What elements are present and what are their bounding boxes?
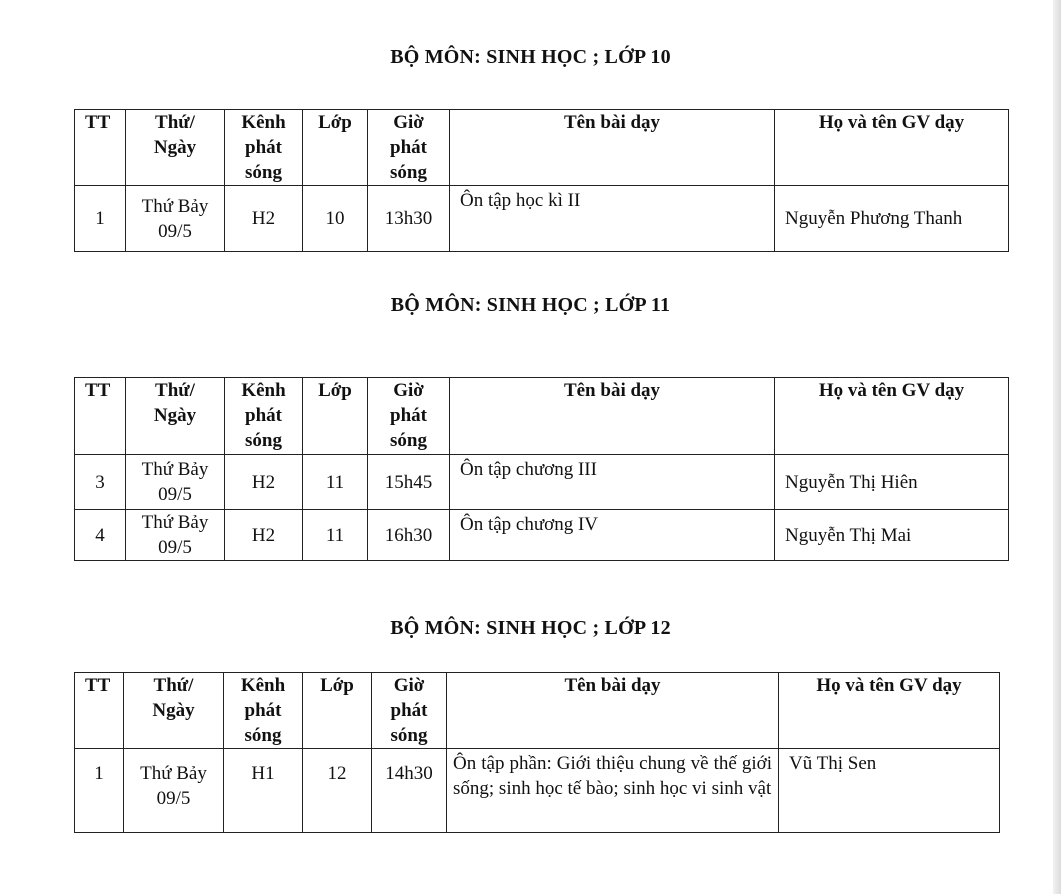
section-title-grade-10: BỘ MÔN: SINH HỌC ; LỚP 10 (390, 46, 671, 68)
table-row (75, 455, 1009, 510)
page-edge-shadow (1053, 0, 1061, 894)
schedule-table-grade-11 (74, 377, 1009, 561)
cell-grade: 11 (303, 455, 368, 510)
header-grade: Lớp (303, 378, 368, 455)
table-row (75, 749, 1000, 833)
cell-channel: H2 (225, 455, 303, 510)
header-day-date: Thứ/ Ngày (126, 110, 225, 186)
cell-channel: H2 (225, 510, 303, 561)
header-channel: Kênh phát sóng (224, 673, 303, 749)
table-header-row (75, 110, 1009, 186)
header-tt: TT (75, 378, 126, 455)
table-row (75, 510, 1009, 561)
cell-day-date: Thứ Bảy 09/5 (126, 455, 225, 510)
section-title-grade-11: BỘ MÔN: SINH HỌC ; LỚP 11 (390, 294, 671, 316)
cell-teacher: Nguyễn Thị Mai (775, 510, 1009, 561)
section-title-grade-12: BỘ MÔN: SINH HỌC ; LỚP 12 (390, 617, 671, 639)
header-tt: TT (75, 673, 124, 749)
cell-tt: 1 (75, 186, 126, 252)
header-time: Giờ phát sóng (372, 673, 447, 749)
cell-teacher: Nguyễn Phương Thanh (775, 186, 1009, 252)
header-teacher: Họ và tên GV dạy (775, 110, 1009, 186)
header-lesson: Tên bài dạy (450, 110, 775, 186)
cell-time: 15h45 (368, 455, 450, 510)
cell-tt: 4 (75, 510, 126, 561)
header-grade: Lớp (303, 673, 372, 749)
table-header-row (75, 378, 1009, 455)
cell-lesson: Ôn tập phần: Giới thiệu chung về thế giới sống; sinh học tế bào; sinh học vi sinh vật (447, 749, 779, 833)
header-day-date: Thứ/ Ngày (124, 673, 224, 749)
cell-channel: H1 (224, 749, 303, 833)
header-time: Giờ phát sóng (368, 110, 450, 186)
schedule-table-grade-12 (74, 672, 1000, 833)
cell-channel: H2 (225, 186, 303, 252)
cell-grade: 12 (303, 749, 372, 833)
cell-teacher: Nguyễn Thị Hiên (775, 455, 1009, 510)
header-channel: Kênh phát sóng (225, 110, 303, 186)
header-channel: Kênh phát sóng (225, 378, 303, 455)
cell-day-date: Thứ Bảy 09/5 (124, 749, 224, 833)
header-lesson: Tên bài dạy (447, 673, 779, 749)
header-teacher: Họ và tên GV dạy (775, 378, 1009, 455)
cell-grade: 11 (303, 510, 368, 561)
cell-time: 14h30 (372, 749, 447, 833)
cell-lesson: Ôn tập học kì II (450, 186, 775, 252)
cell-grade: 10 (303, 186, 368, 252)
header-time: Giờ phát sóng (368, 378, 450, 455)
cell-tt: 1 (75, 749, 124, 833)
table-row (75, 186, 1009, 252)
cell-lesson: Ôn tập chương IV (450, 510, 775, 561)
schedule-table-grade-10 (74, 109, 1009, 252)
header-tt: TT (75, 110, 126, 186)
cell-teacher: Vũ Thị Sen (779, 749, 1000, 833)
cell-time: 16h30 (368, 510, 450, 561)
header-grade: Lớp (303, 110, 368, 186)
header-day-date: Thứ/ Ngày (126, 378, 225, 455)
header-lesson: Tên bài dạy (450, 378, 775, 455)
cell-time: 13h30 (368, 186, 450, 252)
cell-lesson: Ôn tập chương III (450, 455, 775, 510)
cell-tt: 3 (75, 455, 126, 510)
cell-day-date: Thứ Bảy 09/5 (126, 186, 225, 252)
cell-day-date: Thứ Bảy 09/5 (126, 510, 225, 561)
header-teacher: Họ và tên GV dạy (779, 673, 1000, 749)
table-header-row (75, 673, 1000, 749)
